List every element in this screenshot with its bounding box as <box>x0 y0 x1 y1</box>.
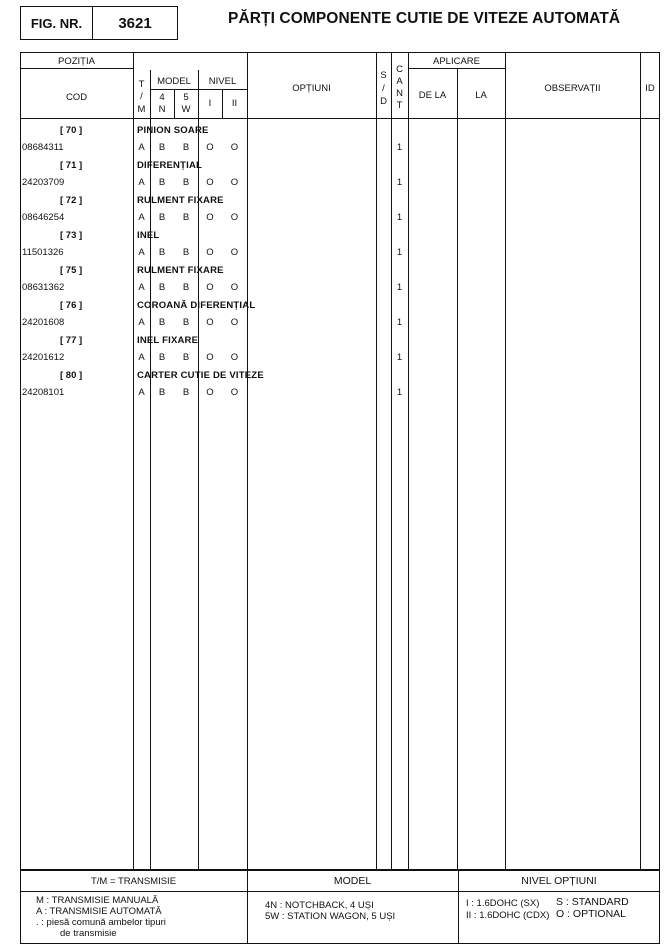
model-5w-value: B <box>182 387 190 398</box>
legend-tm-dot: . : piesă comună ambelor tipuri <box>36 917 166 928</box>
legend-nivel-o: O : OPTIONAL <box>556 908 627 920</box>
part-name: INEL FIXARE <box>137 335 199 346</box>
part-code: 08646254 <box>22 212 65 223</box>
nivel-ii-value: O <box>230 177 239 188</box>
position-number: [ 80 ] <box>60 370 83 381</box>
transmission-type: A <box>138 387 145 398</box>
transmission-type: A <box>138 282 145 293</box>
model-4n-value: B <box>158 352 166 363</box>
position-number: [ 77 ] <box>60 335 83 346</box>
header-model-4: 4 <box>159 92 165 103</box>
model-4n-value: B <box>158 282 166 293</box>
legend-model-title: MODEL <box>333 875 372 887</box>
header-aplicare: APLICARE <box>433 56 480 67</box>
nivel-ii-value: O <box>230 282 239 293</box>
position-number: [ 72 ] <box>60 195 83 206</box>
part-code: 08684311 <box>22 142 64 153</box>
part-name: RULMENT FIXARE <box>137 195 224 206</box>
nivel-ii-value: O <box>230 247 239 258</box>
legend-nivel-s: S : STANDARD <box>556 896 629 908</box>
nivel-ii-value: O <box>230 317 239 328</box>
header-observatii: OBSERVAȚII <box>544 83 601 94</box>
header-de-la: DE LA <box>418 90 447 101</box>
header-la: LA <box>475 90 487 101</box>
quantity-value: 1 <box>396 352 403 363</box>
nivel-i-value: O <box>206 352 214 363</box>
header-nivel-i: I <box>208 98 212 109</box>
nivel-ii-value: O <box>230 142 239 153</box>
model-4n-value: B <box>158 247 166 258</box>
legend-tm-a: A : TRANSMISIE AUTOMATĂ <box>36 906 162 917</box>
fig-number: 3621 <box>92 6 178 40</box>
header-optiuni: OPȚIUNI <box>292 83 331 94</box>
legend-tm-m: M : TRANSMISIE MANUALĂ <box>36 895 159 906</box>
part-code: 11501326 <box>22 247 64 258</box>
header-model-5: 5 <box>183 92 189 103</box>
header-sd-slash: / <box>382 83 385 94</box>
transmission-type: A <box>138 247 145 258</box>
parts-table <box>20 52 660 870</box>
part-name: INEL <box>137 230 160 241</box>
nivel-i-value: O <box>206 177 214 188</box>
header-model-n: N <box>158 104 166 115</box>
header-sd-s: S <box>380 70 387 81</box>
header-nivel-ii: II <box>231 98 238 109</box>
header-cant-n: N <box>396 88 403 99</box>
part-code: 24201608 <box>22 317 65 328</box>
legend-nivel-title: NIVEL OPȚIUNI <box>521 875 597 887</box>
header-id: ID <box>645 83 655 94</box>
header-model-w: W <box>181 104 191 115</box>
header-tm-slash: / <box>140 91 143 102</box>
model-5w-value: B <box>182 142 190 153</box>
part-name: DIFERENȚIAL <box>137 160 203 171</box>
quantity-value: 1 <box>396 317 403 328</box>
header-m: M <box>137 104 146 115</box>
header-nivel: NIVEL <box>208 76 237 87</box>
legend-nivel-i: I : 1.6DOHC (SX) <box>466 898 540 909</box>
model-4n-value: B <box>158 387 166 398</box>
model-5w-value: B <box>182 317 190 328</box>
position-number: [ 76 ] <box>60 300 83 311</box>
part-code: 08631362 <box>22 282 65 293</box>
header-sd-d: D <box>380 96 387 107</box>
nivel-i-value: O <box>206 142 214 153</box>
nivel-ii-value: O <box>230 352 239 363</box>
nivel-i-value: O <box>206 212 214 223</box>
nivel-i-value: O <box>206 317 214 328</box>
transmission-type: A <box>138 212 145 223</box>
transmission-type: A <box>138 177 145 188</box>
transmission-type: A <box>138 142 145 153</box>
fig-label: FIG. NR. <box>20 6 93 40</box>
position-number: [ 71 ] <box>60 160 83 171</box>
legend-model-5w: 5W : STATION WAGON, 5 UȘI <box>265 911 396 922</box>
nivel-i-value: O <box>206 282 214 293</box>
model-4n-value: B <box>158 142 166 153</box>
position-number: [ 70 ] <box>60 125 83 136</box>
model-5w-value: B <box>182 282 190 293</box>
header-model: MODEL <box>157 76 191 87</box>
quantity-value: 1 <box>396 177 403 188</box>
part-name: PINION SOARE <box>137 125 209 136</box>
quantity-value: 1 <box>396 212 403 223</box>
quantity-value: 1 <box>396 282 403 293</box>
quantity-value: 1 <box>396 247 403 258</box>
model-5w-value: B <box>182 177 190 188</box>
model-5w-value: B <box>182 247 190 258</box>
nivel-i-value: O <box>206 387 214 398</box>
part-code: 24201612 <box>22 352 65 363</box>
header-cant-a: A <box>396 76 403 87</box>
part-name: RULMENT FIXARE <box>137 265 224 276</box>
quantity-value: 1 <box>396 142 403 153</box>
legend-model-4n: 4N : NOTCHBACK, 4 UȘI <box>265 900 374 911</box>
part-code: 24203709 <box>22 177 65 188</box>
legend-nivel-ii: II : 1.6DOHC (CDX) <box>466 910 550 921</box>
header-pozitia: POZIȚIA <box>58 56 95 67</box>
part-code: 24208101 <box>22 387 65 398</box>
nivel-ii-value: O <box>230 212 239 223</box>
part-name: COROANĂ DIFERENȚIAL <box>137 300 256 311</box>
transmission-type: A <box>138 317 145 328</box>
position-number: [ 73 ] <box>60 230 83 241</box>
page-title: PĂRȚI COMPONENTE CUTIE DE VITEZE AUTOMATĂ <box>228 10 621 27</box>
nivel-i-value: O <box>206 247 214 258</box>
legend-tm-dot-cont: de transmisie <box>60 928 117 939</box>
quantity-value: 1 <box>396 387 403 398</box>
header-t: T <box>138 79 145 90</box>
nivel-ii-value: O <box>230 387 239 398</box>
model-5w-value: B <box>182 212 190 223</box>
legend-tm-title: T/M = TRANSMISIE <box>90 876 177 887</box>
header-cant-t: T <box>396 100 403 111</box>
model-5w-value: B <box>182 352 190 363</box>
transmission-type: A <box>138 352 145 363</box>
position-number: [ 75 ] <box>60 265 83 276</box>
model-4n-value: B <box>158 317 166 328</box>
model-4n-value: B <box>158 177 166 188</box>
part-name: CARTER CUTIE DE VITEZE <box>137 370 264 381</box>
header-cant-c: C <box>396 64 403 75</box>
header-cod: COD <box>65 92 88 103</box>
model-4n-value: B <box>158 212 166 223</box>
